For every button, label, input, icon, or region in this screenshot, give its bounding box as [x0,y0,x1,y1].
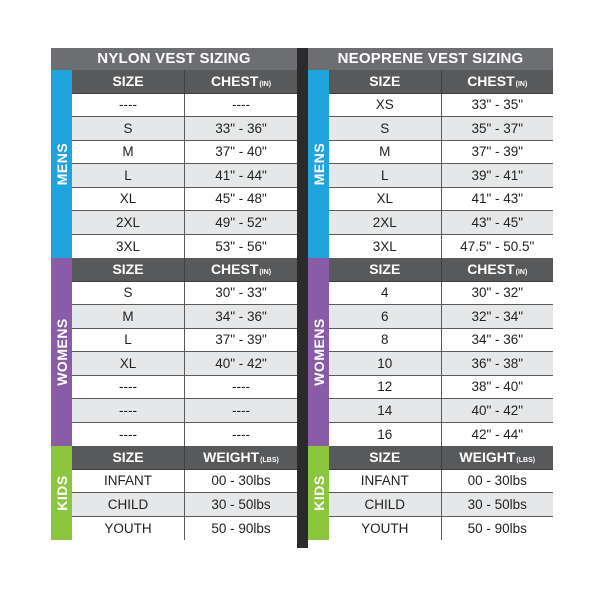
neoprene-vest-table [308,48,553,540]
mens-section [308,70,553,258]
kids-section [308,446,553,540]
header-row [72,446,297,470]
table-row: 14 40" - 42" [329,399,553,423]
header-chest: CHEST $^{(IN)}$ [467,261,528,278]
table-row: ---- ---- [72,94,297,118]
table-row: CHILD 30 - 50lbs [72,493,297,517]
header-row [72,70,297,94]
table-row: M 34" - 36" [72,305,297,329]
table-row: CHILD 30 - 50lbs [329,493,553,517]
header-row [329,70,553,94]
table-row: 16 42" - 44" [329,423,553,447]
mens-side-label: MENS [308,70,329,258]
table-row: 4 30" - 32" [329,282,553,306]
nylon-vest-table [51,48,297,540]
table-row: XS 33" - 35" [329,94,553,118]
table-row: L 41" - 44" [72,164,297,188]
table-row: S 33" - 36" [72,117,297,141]
mens-section [51,70,297,258]
header-size: SIZE [329,446,442,469]
table-row: L 37" - 39" [72,329,297,353]
table-row: 3XL 47.5" - 50.5" [329,235,553,259]
table-row: ---- ---- [72,423,297,447]
table-row: XL 45" - 48" [72,188,297,212]
table-row: S 35" - 37" [329,117,553,141]
table-row: INFANT 00 - 30lbs [72,470,297,494]
table-row: 2XL 49" - 52" [72,211,297,235]
table-row: YOUTH 50 - 90lbs [72,517,297,541]
header-chest: CHEST $^{(IN)}$ [210,73,272,90]
womens-side-label: WOMENS [51,258,72,446]
table-row: XL 41" - 43" [329,188,553,212]
kids-side-label: KIDS [308,446,329,540]
table-row: 8 34" - 36" [329,329,553,353]
header-weight: WEIGHT $^{(LBS)}$ [203,449,279,466]
table-row: L 39" - 41" [329,164,553,188]
kids-section [51,446,297,540]
table-row: M 37" - 39" [329,141,553,165]
table-row: S 30" - 33" [72,282,297,306]
table-row: 12 38" - 40" [329,376,553,400]
header-row [329,446,553,470]
womens-section [308,258,553,446]
table-title: NEOPRENE VEST SIZING [308,48,553,70]
header-size: SIZE [72,446,185,469]
womens-side-label: WOMENS [308,258,329,446]
table-row: M 37" - 40" [72,141,297,165]
table-row: YOUTH 50 - 90lbs [329,517,553,541]
header-size: SIZE [329,70,442,93]
table-row: ---- ---- [72,376,297,400]
womens-section [51,258,297,446]
table-row: ---- ---- [72,399,297,423]
table-row: 3XL 53" - 56" [72,235,297,259]
table-row: 6 32" - 34" [329,305,553,329]
table-row: INFANT 00 - 30lbs [329,470,553,494]
kids-side-label: KIDS [51,446,72,540]
header-size: SIZE [72,70,185,93]
header-chest: CHEST $^{(IN)}$ [467,73,528,90]
center-divider [297,48,308,548]
header-weight: WEIGHT $^{(LBS)}$ [459,449,536,466]
table-row: 2XL 43" - 45" [329,211,553,235]
header-size: SIZE [329,258,442,281]
table-row: XL 40" - 42" [72,352,297,376]
mens-side-label: MENS [51,70,72,258]
header-row [329,258,553,282]
table-row: 10 36" - 38" [329,352,553,376]
header-size: SIZE [72,258,185,281]
table-title: NYLON VEST SIZING [51,48,297,70]
header-chest: CHEST $^{(IN)}$ [210,261,272,278]
header-row [72,258,297,282]
